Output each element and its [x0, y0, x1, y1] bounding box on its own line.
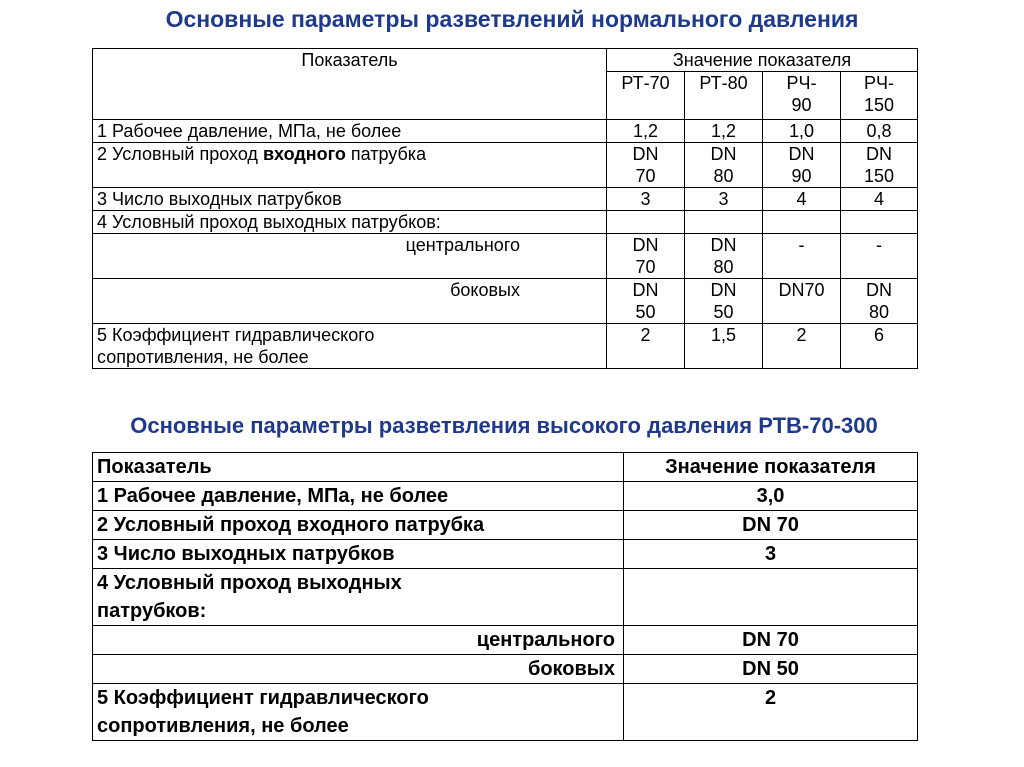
table-row	[93, 120, 918, 143]
table-row	[93, 143, 918, 188]
model-cell: РЧ- 150	[841, 72, 918, 120]
value-cell: 4	[763, 188, 841, 211]
row-label-part: 2 Условный проход	[97, 144, 263, 164]
value-cell: DN 150	[841, 143, 918, 188]
row-label: 4 Условный проход выходных патрубков:	[93, 569, 624, 626]
value-cell: 2	[607, 324, 685, 369]
row-label: боковых	[93, 279, 607, 324]
row-label: 3 Число выходных патрубков	[93, 540, 624, 569]
value-cell: 3	[624, 540, 918, 569]
header-value: Значение показателя	[607, 49, 918, 72]
model-cell: РТ-70	[607, 72, 685, 120]
title-normal-pressure: Основные параметры разветвлений нормального давления	[165, 6, 859, 32]
table-row	[93, 234, 918, 279]
value-cell: 2	[624, 684, 918, 741]
value-cell: 3,0	[624, 482, 918, 511]
value-cell: DN 90	[763, 143, 841, 188]
row-label: центрального	[93, 626, 624, 655]
value-cell: DN 80	[841, 279, 918, 324]
table-row	[93, 482, 918, 511]
header-value: Значение показателя	[624, 453, 918, 482]
row-label: 2 Условный проход входного патрубка	[93, 511, 624, 540]
table-row	[93, 324, 918, 369]
value-cell	[685, 211, 763, 234]
table-row	[93, 540, 918, 569]
value-cell: 0,8	[841, 120, 918, 143]
model-cell: РЧ- 90	[763, 72, 841, 120]
title-high-pressure: Основные параметры разветвления высокого давления РТВ-70-300	[130, 413, 878, 438]
table-row	[93, 279, 918, 324]
value-cell	[607, 211, 685, 234]
normal-pressure-table	[92, 48, 918, 369]
header-indicator: Показатель	[93, 453, 624, 482]
value-cell: DN 80	[685, 234, 763, 279]
table-row	[93, 188, 918, 211]
value-cell: DN 50	[685, 279, 763, 324]
table-row	[93, 569, 918, 626]
value-cell: DN70	[763, 279, 841, 324]
value-cell: -	[763, 234, 841, 279]
row-label: 1 Рабочее давление, МПа, не более	[93, 120, 607, 143]
table-row	[93, 684, 918, 741]
row-label	[93, 143, 607, 188]
table-header-row	[93, 49, 918, 72]
row-label: боковых	[93, 655, 624, 684]
value-cell: 6	[841, 324, 918, 369]
table-header-row	[93, 453, 918, 482]
value-cell: 1,2	[685, 120, 763, 143]
table-row	[93, 655, 918, 684]
value-cell: 3	[685, 188, 763, 211]
table-row	[93, 626, 918, 655]
value-cell: DN 80	[685, 143, 763, 188]
value-cell: DN 70	[624, 511, 918, 540]
header-indicator: Показатель	[93, 49, 607, 120]
value-cell	[624, 569, 918, 626]
value-cell: 1,0	[763, 120, 841, 143]
row-label: центрального	[93, 234, 607, 279]
value-cell: DN 50	[607, 279, 685, 324]
value-cell: DN 70	[607, 234, 685, 279]
row-label: 5 Коэффициент гидравлического сопротивления, не более	[93, 324, 607, 369]
value-cell: 3	[607, 188, 685, 211]
value-cell: -	[841, 234, 918, 279]
high-pressure-table	[92, 452, 918, 741]
value-cell	[841, 211, 918, 234]
row-label-bold: входного	[262, 144, 346, 164]
value-cell: 4	[841, 188, 918, 211]
value-cell: DN 70	[624, 626, 918, 655]
row-label-part: патрубка	[345, 144, 427, 164]
row-label: 5 Коэффициент гидравлического сопротивления, не более	[93, 684, 624, 741]
value-cell	[763, 211, 841, 234]
value-cell: DN 70	[607, 143, 685, 188]
row-label: 1 Рабочее давление, МПа, не более	[93, 482, 624, 511]
value-cell: 1,2	[607, 120, 685, 143]
model-cell: РТ-80	[685, 72, 763, 120]
table-row	[93, 511, 918, 540]
value-cell: DN 50	[624, 655, 918, 684]
value-cell: 2	[763, 324, 841, 369]
row-label: 3 Число выходных патрубков	[93, 188, 607, 211]
value-cell: 1,5	[685, 324, 763, 369]
row-label: 4 Условный проход выходных патрубков:	[93, 211, 607, 234]
table-row	[93, 211, 918, 234]
